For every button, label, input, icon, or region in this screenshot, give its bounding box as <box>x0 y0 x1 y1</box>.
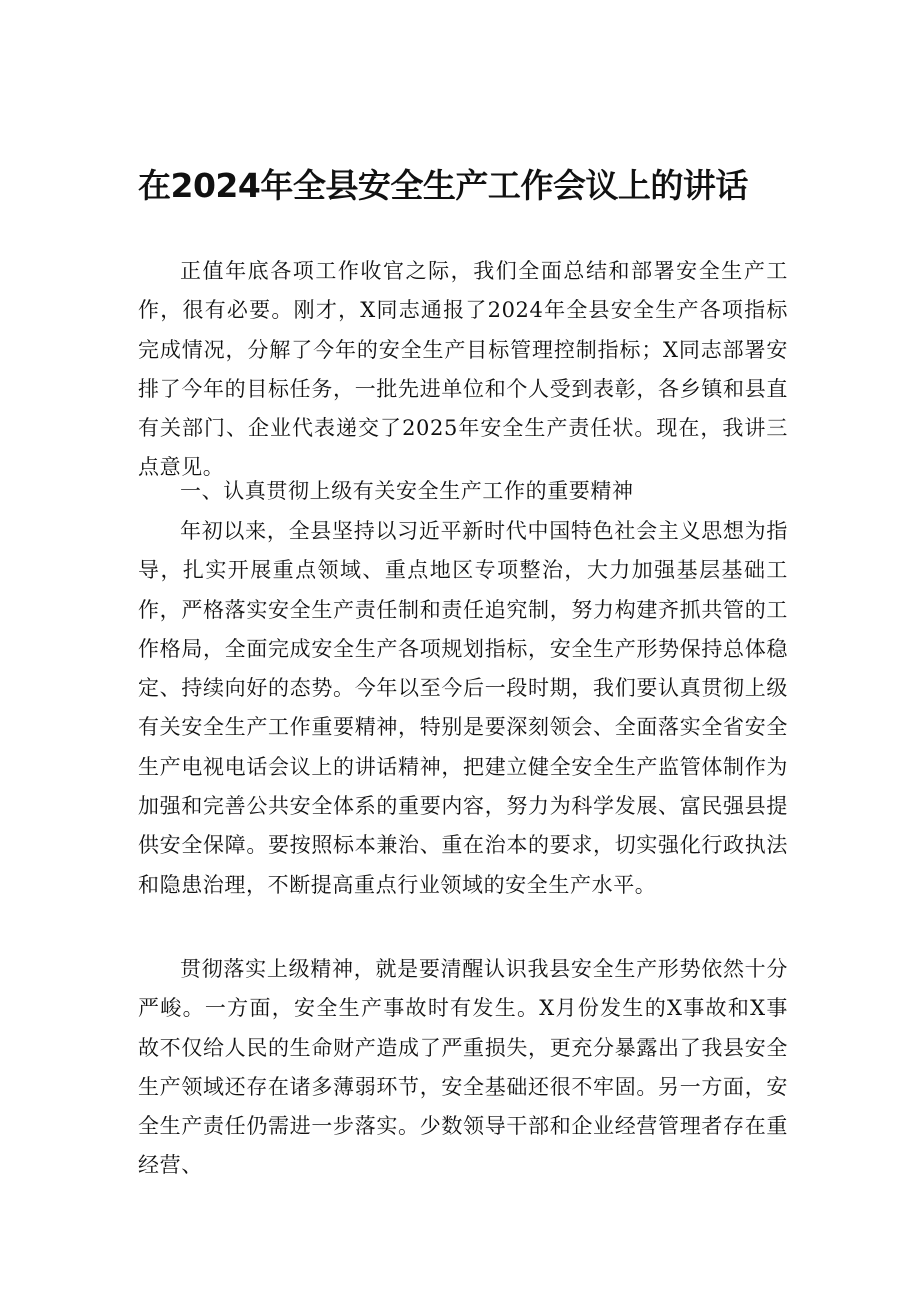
paragraph-section-1: 年初以来，全县坚持以习近平新时代中国特色社会主义思想为指导，扎实开展重点领域、重点地区专项整治，大力加强基层基础工作，严格落实安全生产责任制和责任追究制，努力构建齐抓共管的工作格局，全面完成安全生产各项规划指标，安全生产形势保持总体稳定、持续向好的态势。今年以至今后一段时期，我们要认真贯彻上级有关安全生产工作重要精神，特别是要深刻领会、全面落实全省安全生产电视电话会议上的讲话精神，把建立健全安全生产监管体制作为加强和完善公共安全体系的重要内容，努力为科学发展、富民强县提供安全保障。要按照标本兼治、重在治本的要求，切实强化行政执法和隐患治理，不断提高重点行业领域的安全生产水平。 <box>138 519 788 897</box>
document-title: 在2024年全县安全生产工作会议上的讲话 <box>138 166 748 205</box>
paragraph-opening: 正值年底各项工作收官之际，我们全面总结和部署安全生产工作，很有必要。刚才，X同志通报了2024年全县安全生产各项指标完成情况，分解了今年的安全生产目标管理控制指标；X同志部署安排了今年的目标任务，一批先进单位和个人受到表彰，各乡镇和县直有关部门、企业代表递交了2025年安全生产责任状。现在，我讲三点意见。 <box>138 259 788 480</box>
paragraph-situation: 贯彻落实上级精神，就是要清醒认识我县安全生产形势依然十分严峻。一方面，安全生产事故时有发生。X月份发生的X事故和X事故不仅给人民的生命财产造成了严重损失，更充分暴露出了我县安全生产领域还存在诸多薄弱环节，安全基础还很不牢固。另一方面，安全生产责任仍需进一步落实。少数领导干部和企业经营管理者存在重经营、 <box>138 957 788 1178</box>
section-heading-1: 一、认真贯彻上级有关安全生产工作的重要精神 <box>180 479 634 503</box>
